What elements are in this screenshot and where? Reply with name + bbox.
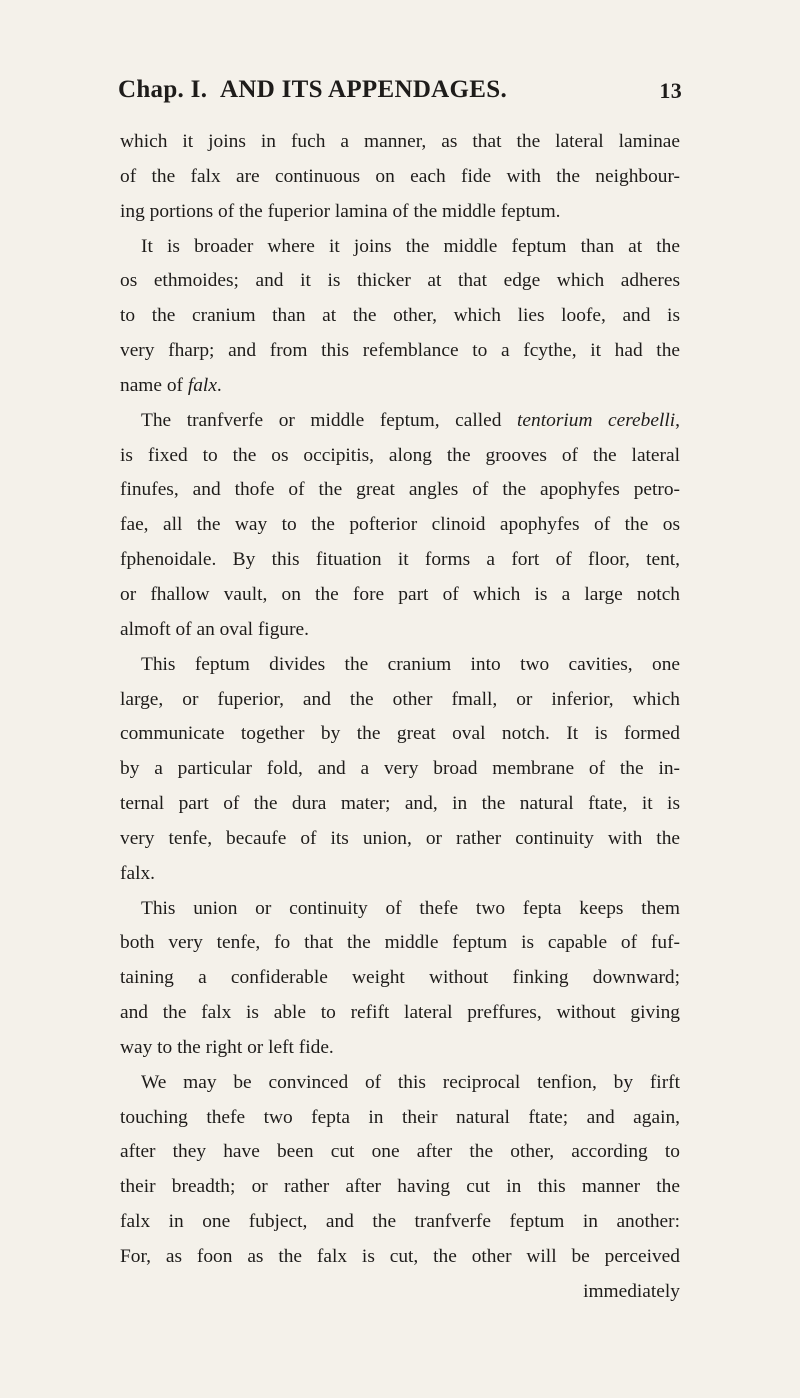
text-line: taining a confiderable weight without finking downward;: [120, 967, 680, 989]
text-line: This union or continuity of thefe two fepta keeps them: [141, 897, 680, 919]
text-line: way to the right or left fide.: [120, 1036, 334, 1058]
text-line: fae, all the way to the pofterior clinoid apophyfes of the os: [120, 514, 680, 536]
page-body-text: [120, 125, 680, 1310]
text-segment: .: [216, 374, 222, 396]
text-line: to the cranium than at the other, which lies loofe, and is: [120, 305, 680, 327]
text-line: almoft of an oval figure.: [120, 618, 309, 640]
italic-term: tentorium cerebelli: [517, 409, 676, 431]
text-line: large, or fuperior, and the other fmall, or inferior, which: [120, 688, 680, 710]
text-line: We may be convinced of this reciprocal tenfion, by firft: [141, 1071, 680, 1093]
text-line: and the falx is able to refift lateral preffures, without giving: [120, 1002, 680, 1024]
text-line: ternal part of the dura mater; and, in the natural ftate, it is: [120, 793, 680, 815]
text-line: immediately: [583, 1280, 680, 1302]
text-line: is fixed to the os occipitis, along the grooves of the lateral: [120, 444, 680, 466]
text-line: [120, 404, 680, 439]
text-line: It is broader where it joins the middle feptum than at the: [141, 235, 680, 257]
text-line: communicate together by the great oval notch. It is formed: [120, 723, 680, 745]
running-title: AND ITS APPENDAGES.: [220, 76, 507, 103]
text-line: by a particular fold, and a very broad membrane of the in-: [120, 758, 680, 780]
text-line: touching thefe two fepta in their natural ftate; and again,: [120, 1106, 680, 1128]
text-line: or fhallow vault, on the fore part of which is a large notch: [120, 583, 680, 605]
text-line: For, as foon as the falx is cut, the other will be perceived: [120, 1246, 680, 1267]
page-number: 13: [659, 78, 682, 103]
italic-term: falx: [187, 374, 217, 396]
text-line: after they have been cut one after the other, according to: [120, 1141, 680, 1163]
text-line: their breadth; or rather after having cut in this manner the: [120, 1176, 680, 1198]
text-line: falx.: [120, 862, 155, 884]
text-line: very tenfe, becaufe of its union, or rather continuity with the: [120, 827, 680, 849]
text-line: [120, 369, 680, 404]
text-line: finufes, and thofe of the great angles of the apophyfes petro-: [120, 479, 680, 501]
text-line: which it joins in fuch a manner, as that the lateral laminae: [120, 131, 680, 152]
text-line: both very tenfe, fo that the middle feptum is capable of fuf-: [120, 932, 680, 954]
text-segment: The tranfverfe or middle feptum, called: [141, 409, 518, 431]
text-line: This feptum divides the cranium into two cavities, one: [141, 653, 680, 675]
text-line: very fharp; and from this refemblance to a fcythe, it had the: [120, 340, 680, 362]
text-line: fphenoidale. By this fituation it forms a fort of floor, tent,: [120, 549, 680, 571]
text-line: ing portions of the fuperior lamina of the middle feptum.: [120, 200, 561, 222]
text-line: os ethmoides; and it is thicker at that edge which adheres: [120, 270, 680, 292]
text-line: falx in one fubject, and the tranfverfe feptum in another:: [120, 1211, 680, 1233]
text-line: of the falx are continuous on each fide with the neighbour-: [120, 165, 680, 187]
text-segment: ,: [675, 409, 680, 431]
text-segment: name of: [120, 374, 188, 396]
running-header: [118, 76, 682, 112]
chapter-label: Chap. I.: [118, 76, 208, 103]
